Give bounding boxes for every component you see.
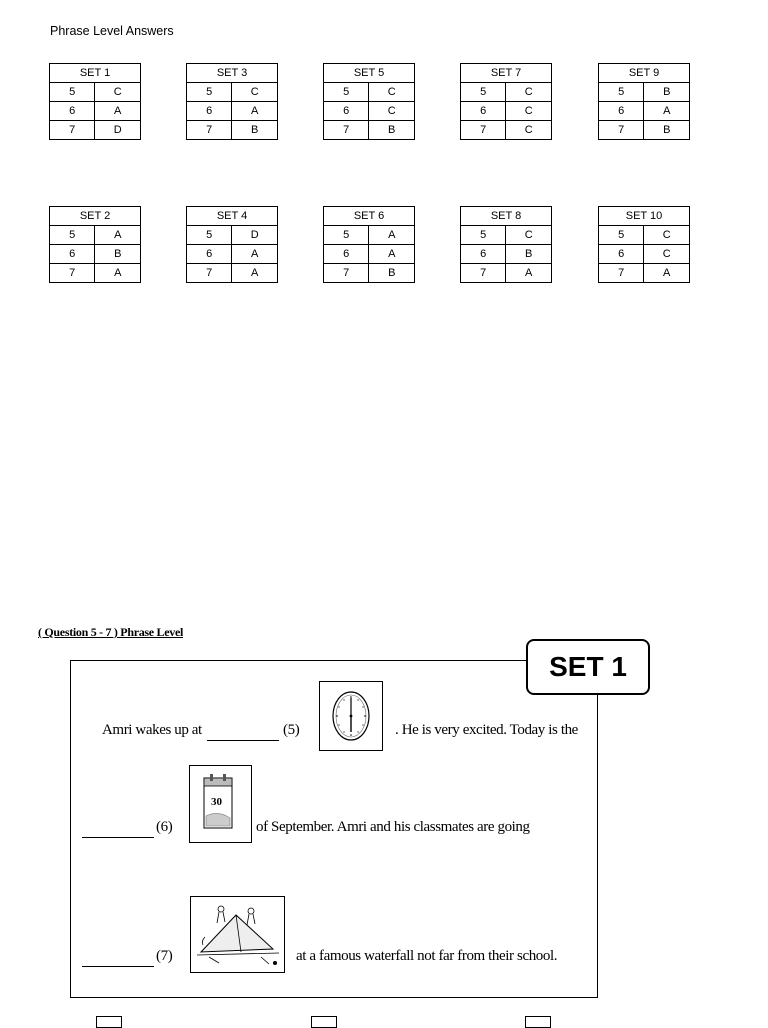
table-row — [187, 245, 278, 264]
table-row — [599, 121, 690, 140]
table-row — [324, 245, 415, 264]
question-number: 6 — [599, 245, 644, 264]
blank-6 — [82, 837, 154, 838]
line1-after: . He is very excited. Today is the — [395, 722, 578, 738]
table-row — [50, 102, 141, 121]
table-row — [187, 102, 278, 121]
answer-cell: A — [232, 245, 278, 264]
table-header: SET 9 — [599, 64, 690, 83]
answer-cell: C — [506, 226, 552, 245]
table-header: SET 3 — [187, 64, 278, 83]
table-row — [461, 226, 552, 245]
question-number: 6 — [50, 102, 95, 121]
question-number: 5 — [187, 83, 232, 102]
answer-cell: C — [506, 83, 552, 102]
table-row — [50, 121, 141, 140]
table-row — [50, 83, 141, 102]
question-number: 7 — [599, 121, 644, 140]
question-number: 5 — [324, 83, 369, 102]
question-number: 7 — [187, 264, 232, 283]
table-row — [187, 226, 278, 245]
page-title: Phrase Level Answers — [50, 24, 174, 38]
answer-cell: B — [506, 245, 552, 264]
table-row — [50, 264, 141, 283]
table-row — [324, 264, 415, 283]
table-row — [50, 245, 141, 264]
blank-7 — [82, 966, 154, 967]
answer-table-set-10 — [598, 206, 690, 283]
table-header: SET 1 — [50, 64, 141, 83]
question-number: 7 — [50, 121, 95, 140]
question-number: 6 — [187, 245, 232, 264]
question-heading: ( Question 5 - 7 ) Phrase Level — [38, 625, 184, 639]
answer-cell: C — [644, 245, 690, 264]
question-number: 6 — [324, 102, 369, 121]
question-number: 5 — [324, 226, 369, 245]
question-number: 6 — [599, 102, 644, 121]
clock-picture — [319, 681, 383, 751]
line3-number: (7) — [156, 948, 173, 964]
answer-table-set-8 — [460, 206, 552, 283]
question-number: 7 — [324, 264, 369, 283]
answer-table-set-5 — [323, 63, 415, 140]
table-header: SET 2 — [50, 207, 141, 226]
option-box-5 — [96, 1016, 122, 1028]
line3-after: at a famous waterfall not far from their school. — [296, 948, 558, 964]
answer-cell: B — [644, 83, 690, 102]
answer-cell: A — [369, 245, 415, 264]
answer-cell: B — [644, 121, 690, 140]
question-number: 7 — [461, 121, 506, 140]
table-row — [461, 102, 552, 121]
answer-cell: C — [644, 226, 690, 245]
answer-cell: A — [506, 264, 552, 283]
tent-icon — [191, 897, 284, 972]
question-number: 5 — [50, 83, 95, 102]
answer-cell: B — [95, 245, 141, 264]
table-row — [187, 83, 278, 102]
question-number: 7 — [50, 264, 95, 283]
table-row — [324, 83, 415, 102]
answer-cell: B — [232, 121, 278, 140]
question-number: 5 — [599, 83, 644, 102]
answer-cell: A — [232, 102, 278, 121]
question-number: 6 — [461, 245, 506, 264]
answer-cell: C — [506, 121, 552, 140]
answer-table-set-9 — [598, 63, 690, 140]
answer-table-set-3 — [186, 63, 278, 140]
table-row — [599, 83, 690, 102]
question-number: 5 — [50, 226, 95, 245]
line1-number: (5) — [283, 722, 300, 738]
answer-cell: C — [95, 83, 141, 102]
question-number: 6 — [50, 245, 95, 264]
question-number: 6 — [461, 102, 506, 121]
table-row — [461, 83, 552, 102]
answer-cell: A — [232, 264, 278, 283]
answer-cell: B — [369, 121, 415, 140]
answer-cell: C — [232, 83, 278, 102]
table-header: SET 4 — [187, 207, 278, 226]
table-row — [461, 264, 552, 283]
table-row — [50, 226, 141, 245]
option-box-7 — [525, 1016, 551, 1028]
calendar-day: 30 — [211, 796, 222, 808]
table-row — [461, 121, 552, 140]
table-row — [324, 102, 415, 121]
option-box-6 — [311, 1016, 337, 1028]
question-number: 5 — [461, 226, 506, 245]
table-header: SET 5 — [324, 64, 415, 83]
answer-cell: A — [644, 102, 690, 121]
clock-icon — [320, 682, 382, 750]
answer-table-set-7 — [460, 63, 552, 140]
camping-picture — [190, 896, 285, 973]
answer-table-set-6 — [323, 206, 415, 283]
table-header: SET 8 — [461, 207, 552, 226]
table-row — [461, 245, 552, 264]
table-row — [187, 121, 278, 140]
line2-number: (6) — [156, 819, 173, 835]
question-number: 7 — [461, 264, 506, 283]
table-row — [599, 264, 690, 283]
blank-5 — [207, 740, 279, 741]
answer-cell: D — [95, 121, 141, 140]
answer-cell: D — [232, 226, 278, 245]
line2-after: of September. Amri and his classmates are going — [256, 819, 530, 835]
set-badge: SET 1 — [526, 639, 650, 695]
table-row — [324, 226, 415, 245]
line1-text: Amri wakes up at — [102, 722, 202, 738]
answer-cell: C — [369, 102, 415, 121]
question-number: 7 — [599, 264, 644, 283]
answer-cell: A — [369, 226, 415, 245]
table-header: SET 7 — [461, 64, 552, 83]
question-number: 5 — [461, 83, 506, 102]
question-number: 5 — [599, 226, 644, 245]
table-row — [187, 264, 278, 283]
calendar-picture — [189, 765, 252, 843]
answer-cell: A — [95, 102, 141, 121]
answer-table-set-2 — [49, 206, 141, 283]
table-header: SET 10 — [599, 207, 690, 226]
answer-table-set-4 — [186, 206, 278, 283]
question-number: 6 — [187, 102, 232, 121]
question-number: 7 — [324, 121, 369, 140]
table-header: SET 6 — [324, 207, 415, 226]
question-number: 6 — [324, 245, 369, 264]
answer-table-set-1 — [49, 63, 141, 140]
answer-cell: A — [95, 226, 141, 245]
table-row — [599, 245, 690, 264]
table-row — [324, 121, 415, 140]
answer-cell: C — [506, 102, 552, 121]
answer-cell: A — [95, 264, 141, 283]
table-row — [599, 226, 690, 245]
question-number: 5 — [187, 226, 232, 245]
answer-cell: A — [644, 264, 690, 283]
question-number: 7 — [187, 121, 232, 140]
answer-cell: C — [369, 83, 415, 102]
answer-cell: B — [369, 264, 415, 283]
table-row — [599, 102, 690, 121]
